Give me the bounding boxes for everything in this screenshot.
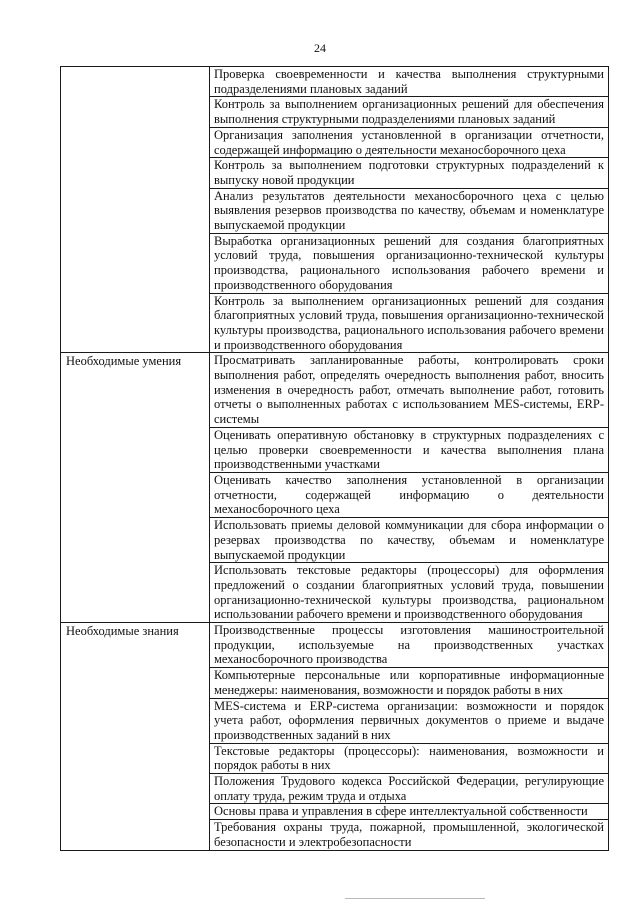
list-item: Использовать приемы деловой коммуникации для сбора информации о резервах производства по качеству, объемам и номенклатуре выпускаемой продукции — [210, 517, 608, 562]
scan-edge-line — [345, 898, 485, 899]
list-item: Контроль за выполнением организационных решений для создания благоприятных условий труда, повышения организационно-технической культуры производства, рационального использования рабочего времени и производственного оборудования — [210, 293, 608, 353]
page-number: 24 — [314, 41, 326, 55]
list-item: Текстовые редакторы (процессоры): наименования, возможности и порядок работы в них — [210, 743, 608, 773]
table-row-labor-functions — [61, 67, 609, 353]
table-row-skills — [61, 353, 609, 623]
list-item: MES-система и ERP-система организации: возможности и порядок учета работ, оформления первичных документов о приеме и выдаче производственных заданий в них — [210, 698, 608, 743]
list-item: Компьютерные персональные или корпоративные информационные менеджеры: наименования, возможности и порядок работы в них — [210, 667, 608, 697]
list-item: Требования охраны труда, пожарной, промышленной, экологической безопасности и электробезопасности — [210, 819, 608, 849]
row-label-empty — [61, 67, 210, 353]
row-label-knowledge: Необходимые знания — [61, 623, 210, 851]
list-item: Организация заполнения установленной в организации отчетности, содержащей информацию о деятельности механосборочного цеха — [210, 127, 608, 157]
list-item: Выработка организационных решений для создания благоприятных условий труда, повышения организационно-технической культуры производства, рационального использования рабочего времени и производственного оборудования — [210, 233, 608, 293]
list-item: Положения Трудового кодекса Российской Федерации, регулирующие оплату труда, режим труда и отдыха — [210, 773, 608, 803]
table-row-knowledge — [61, 623, 609, 851]
list-item: Просматривать запланированные работы, контролировать сроки выполнения работ, определять очередность выполнения работ, вносить изменения в очередность работ, отмечать выполнение работ, готовить отчеты о выполненных работах с использованием MES-системы, ERP-системы — [214, 353, 604, 427]
list-item: Оценивать качество заполнения установленной в организации отчетности, содержащей информацию о деятельности механосборочного цеха — [210, 472, 608, 517]
list-item: Производственные процессы изготовления машиностроительной продукции, используемые на производственных участках механосборочного производства — [214, 623, 604, 667]
list-item: Основы права и управления в сфере интеллектуальной собственности — [210, 803, 608, 819]
skills-cell — [210, 353, 609, 623]
list-item: Контроль за выполнением организационных решений для обеспечения выполнения структурными подразделениями плановых заданий — [210, 96, 608, 126]
knowledge-cell — [210, 623, 609, 851]
labor-actions-cell — [210, 67, 609, 353]
list-item: Оценивать оперативную обстановку в структурных подразделениях с целью проверки своевременности и качества выполнения плана производственными участками — [210, 427, 608, 472]
list-item: Проверка своевременности и качества выполнения структурными подразделениями плановых заданий — [214, 67, 604, 96]
row-label-skills: Необходимые умения — [61, 353, 210, 623]
list-item: Использовать текстовые редакторы (процессоры) для оформления предложений о создании благоприятных условий труда, повышении организационно-технической культуры производства, рациональном использовании рабочего времени и производственного оборудования — [210, 562, 608, 622]
list-item: Анализ результатов деятельности механосборочного цеха с целью выявления резервов производства по качеству, объемам и номенклатуре выпускаемой продукции — [210, 188, 608, 233]
list-item: Контроль за выполнением подготовки структурных подразделений к выпуску новой продукции — [210, 157, 608, 187]
competency-table — [60, 66, 609, 851]
